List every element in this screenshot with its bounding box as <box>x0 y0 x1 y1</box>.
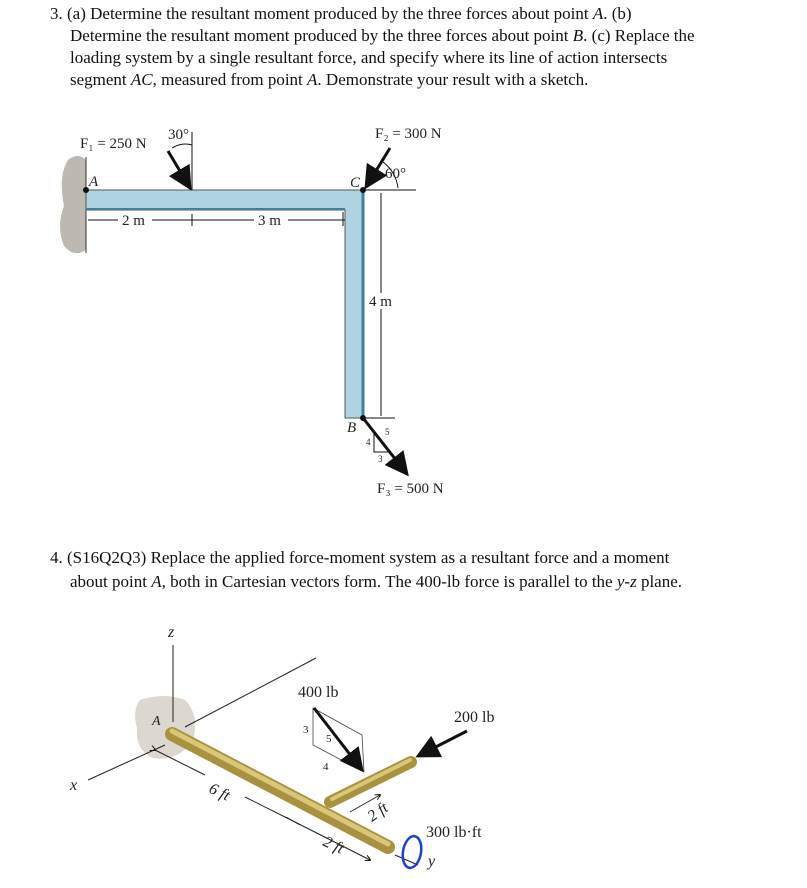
angle2-label: 60° <box>385 166 406 182</box>
x-axis-label: x <box>70 777 78 794</box>
problem3-line4: segment AC, measured from point A. Demonstrate your result with a sketch. <box>70 70 589 89</box>
point-a-label: A <box>89 174 99 190</box>
slope-5: 5 <box>326 733 332 745</box>
slope-3: 3 <box>378 454 383 464</box>
point-b-label: B <box>347 420 357 436</box>
problem4-figure <box>69 624 494 870</box>
problem3-line1: 3. (a) Determine the resultant moment produced by the three forces about point A. (b) <box>50 4 632 23</box>
point-c-label: C <box>350 175 361 191</box>
slope-4: 4 <box>323 761 329 773</box>
problem3-line2: Determine the resultant moment produced by the three forces about point B. (c) Replace the <box>70 26 695 45</box>
dim-6ft: 6 ft <box>206 780 233 805</box>
dim-2m: 2 m <box>122 213 145 229</box>
force-200-arrow <box>418 731 467 756</box>
f3-label: F₃ = 500 N <box>377 481 444 497</box>
f1-arrow <box>168 151 190 188</box>
force-400-label: 400 lb <box>298 684 339 701</box>
f1-label: F₁ = 250 N <box>80 136 147 152</box>
angle1-label: 30° <box>168 127 189 143</box>
point-a-label: A <box>152 714 161 729</box>
f2-label: F₂ = 300 N <box>375 126 442 142</box>
y-axis-label: y <box>428 853 436 870</box>
wall <box>60 156 86 253</box>
slope-5: 5 <box>385 427 390 437</box>
dim-4m: 4 m <box>369 294 392 310</box>
moment-icon <box>400 835 423 870</box>
dim-2ft-main: 2 ft <box>320 833 347 858</box>
problem3-figure <box>60 126 444 497</box>
slope-3: 3 <box>303 724 309 736</box>
moment-label: 300 lb·ft <box>426 824 482 841</box>
dim-3m: 3 m <box>258 213 281 229</box>
problem4-line2: about point A, both in Cartesian vectors form. The 400-lb force is parallel to the y-z plane. <box>70 572 683 591</box>
z-axis-label: z <box>168 624 175 641</box>
force-200-label: 200 lb <box>454 709 495 726</box>
slope-4: 4 <box>366 437 371 447</box>
problem4-line1: 4. (S16Q2Q3) Replace the applied force-moment system as a resultant force and a moment <box>50 548 670 567</box>
dim-2ft-cross: 2 ft <box>364 799 392 826</box>
problem3-line3: loading system by a single resultant force, and specify where its line of action intersects <box>70 48 668 67</box>
force-400-arrow <box>314 708 362 770</box>
